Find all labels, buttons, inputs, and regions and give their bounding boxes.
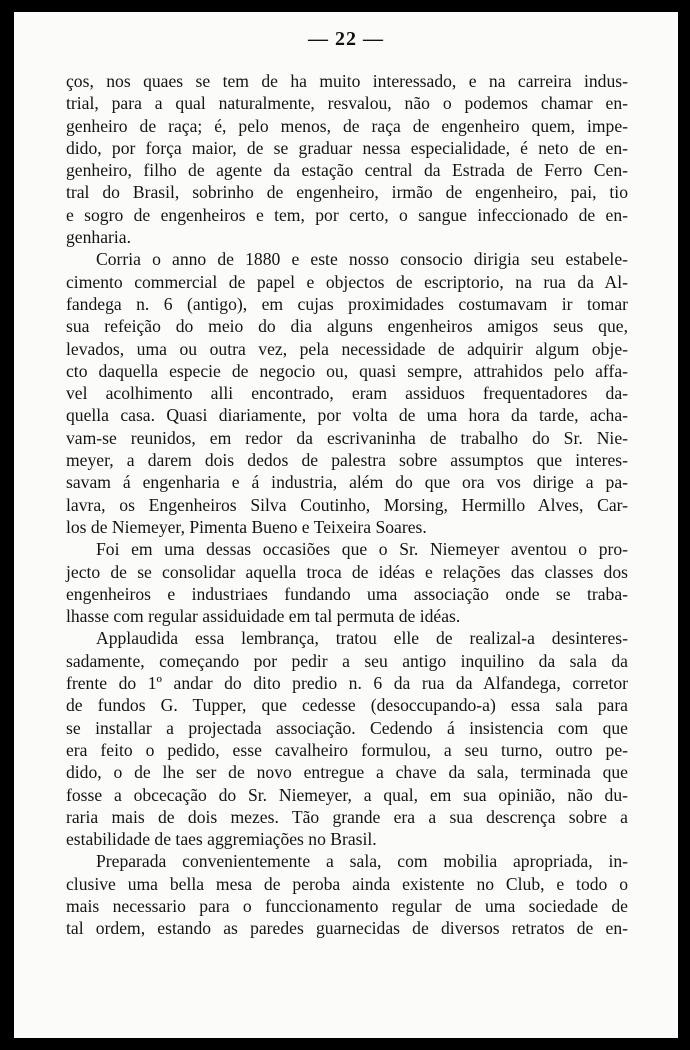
text-line: dido, o de lhe ser de novo entregue a chave da sala, terminada que — [66, 762, 628, 783]
text-line: e sogro de engenheiros e tem, por certo, o sangue infeccionado de en- — [66, 204, 628, 225]
text-line: sadamente, começando por pedir a seu antigo inquilino da sala da — [66, 650, 628, 671]
text-line: era feito o pedido, esse cavalheiro formulou, a seu turno, outro pe- — [66, 739, 628, 760]
text-line: fosse a obcecação do Sr. Niemeyer, a qual, em sua opinião, não du- — [66, 784, 628, 805]
text-line: lhasse com regular assiduidade em tal permuta de idéas. — [66, 606, 461, 627]
text-line: vel acolhimento alli encontrado, eram assiduos frequentadores da- — [66, 383, 628, 404]
text-line: lavra, os Engenheiros Silva Coutinho, Morsing, Hermillo Alves, Car- — [66, 494, 628, 515]
page-number: — 22 — — [308, 28, 384, 50]
text-line: se installar a projectada associação. Cedendo á insistencia com que — [66, 717, 628, 738]
text-line: frente do 1º andar do dito predio n. 6 da rua da Alfandega, corretor — [66, 673, 628, 694]
text-line: genheiro de raça; é, pelo menos, de raça de engenheiro quem, impe- — [66, 115, 628, 136]
text-line: de fundos G. Tupper, que cedesse (desoccupando-a) essa sala para — [66, 695, 628, 716]
text-line: ços, nos quaes se tem de ha muito interessado, e na carreira indus- — [66, 71, 628, 91]
text-line: levados, uma ou outra vez, pela necessidade de adquirir algum obje- — [66, 338, 628, 359]
paragraph — [66, 627, 628, 850]
text-line: raria mais de dois mezes. Tão grande era a sua descrença sobre a — [66, 806, 628, 827]
text-line: Foi em uma dessas occasiões que o Sr. Niemeyer aventou o pro- — [96, 539, 628, 560]
body-text — [66, 70, 628, 940]
text-line: sua refeição do meio do dia alguns engenheiros amigos seus que, — [66, 316, 628, 337]
text-line: quella casa. Quasi diariamente, por volta de uma hora da tarde, acha- — [66, 405, 628, 426]
text-line: fandega n. 6 (antigo), em cujas proximidades costumavam ir tomar — [66, 293, 628, 314]
text-line: trial, para a qual naturalmente, resvalou, não o podemos chamar en- — [66, 93, 628, 114]
text-line: dido, por força maior, de se graduar nessa especialidade, é neto de en- — [66, 137, 628, 158]
text-line: cto daquella especie de negocio ou, quasi sempre, attrahidos pelo affa- — [66, 360, 628, 381]
text-line: engenheiros e industriaes fundando uma associação onde se traba- — [66, 583, 628, 604]
text-line: tal ordem, estando as paredes guarnecidas de diversos retratos de en- — [66, 918, 628, 939]
text-line: clusive uma bella mesa de peroba ainda existente no Club, e todo o — [66, 873, 628, 894]
paragraph — [66, 70, 628, 248]
text-line: Applaudida essa lembrança, tratou elle de realizal-a desinteres- — [96, 628, 628, 649]
text-line: mais necessario para o funccionamento regular de uma sociedade de — [66, 895, 628, 916]
text-line: genharia. — [66, 227, 131, 248]
text-line: jecto de se consolidar aquella troca de idéas e relações das classes dos — [66, 561, 628, 582]
text-line: cimento commercial de papel e objectos de escriptorio, na rua da Al- — [66, 271, 628, 292]
paragraph — [66, 248, 628, 538]
text-line: genheiro, filho de agente da estação central da Estrada de Ferro Cen- — [66, 160, 628, 181]
text-line: estabilidade de taes aggremiações no Brasil. — [66, 829, 377, 850]
text-line: Corria o anno de 1880 e este nosso consocio dirigia seu estabele- — [96, 249, 628, 270]
text-line: savam á engenharia e á industria, além do que ora vos dirige a pa- — [66, 472, 628, 493]
text-line: tral do Brasil, sobrinho de engenheiro, irmão de engenheiro, pai, tio — [66, 182, 628, 203]
paragraph — [66, 538, 628, 627]
text-line: los de Niemeyer, Pimenta Bueno e Teixeira Soares. — [66, 516, 427, 537]
text-line: vam-se reunidos, em redor da escrivaninha de trabalho do Sr. Nie- — [66, 427, 628, 448]
paragraph — [66, 850, 628, 939]
book-page — [14, 12, 678, 1038]
text-line: meyer, a darem dois dedos de palestra sobre assumptos que interes- — [66, 450, 628, 471]
text-line: Preparada convenientemente a sala, com mobilia apropriada, in- — [96, 851, 628, 872]
